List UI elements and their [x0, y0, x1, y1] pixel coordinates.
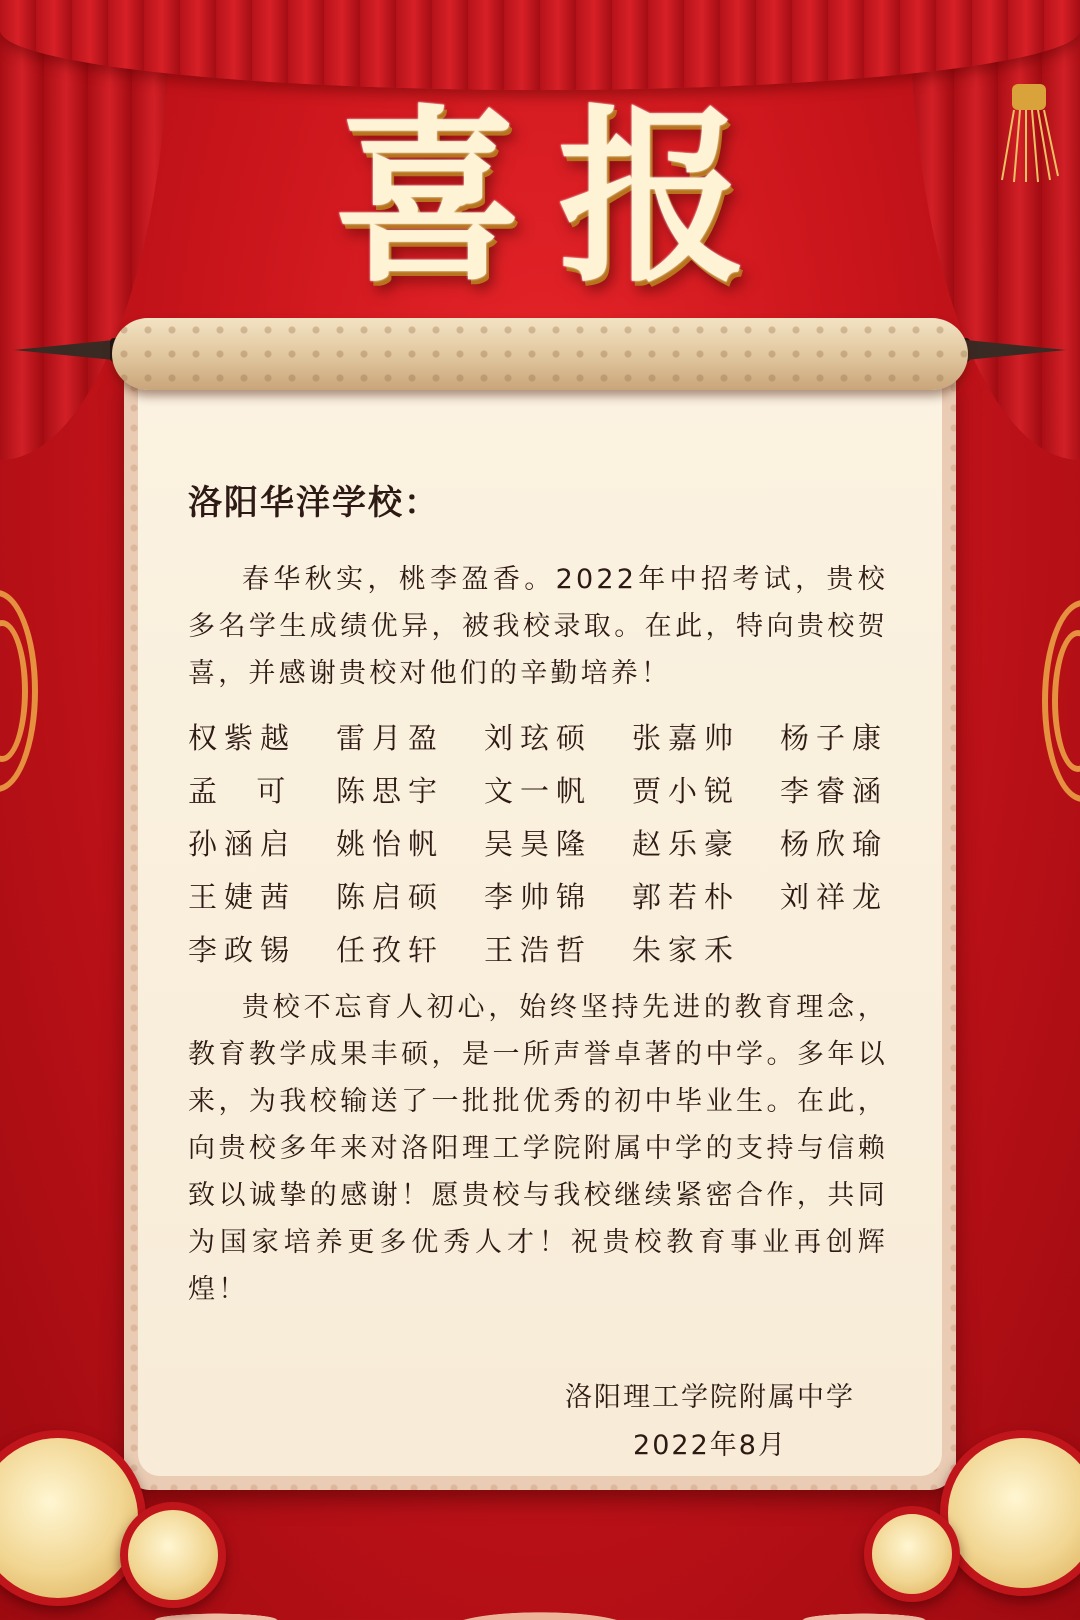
student-name: 权紫越 — [188, 721, 297, 755]
student-name: 郭若朴 — [632, 880, 741, 914]
salutation: 洛阳华洋学校： — [188, 483, 440, 523]
student-name: 孙涵启 — [188, 827, 297, 861]
signature-org: 洛阳理工学院附属中学 — [565, 1382, 855, 1413]
student-name: 孟 可 — [188, 774, 293, 808]
student-name: 雷月盈 — [336, 721, 445, 755]
page-title — [0, 88, 1080, 308]
student-name: 刘祥龙 — [780, 880, 889, 914]
student-name: 李政锡 — [188, 933, 297, 967]
letter-body — [188, 478, 888, 1313]
student-name: 姚怡帆 — [336, 827, 445, 861]
scroll-top-roll — [112, 318, 968, 390]
signature — [540, 1374, 880, 1470]
title-char-2: 报 — [558, 87, 746, 308]
student-name: 任孜轩 — [336, 933, 445, 967]
signature-date: 2022年8月 — [633, 1430, 787, 1461]
student-name: 陈思宇 — [336, 774, 445, 808]
student-name: 吴昊隆 — [484, 827, 593, 861]
student-name: 李睿涵 — [780, 774, 889, 808]
student-name: 杨欣瑜 — [780, 827, 889, 861]
student-name: 陈启硕 — [336, 880, 445, 914]
student-name: 杨子康 — [780, 721, 889, 755]
student-name: 文一帆 — [484, 774, 593, 808]
student-name: 朱家禾 — [632, 933, 741, 967]
student-name: 张嘉帅 — [632, 721, 741, 755]
student-name: 贾小锐 — [632, 774, 741, 808]
student-name: 李帅锦 — [484, 880, 593, 914]
drum-icon — [120, 1502, 226, 1608]
student-name: 王婕茜 — [188, 880, 297, 914]
drum-icon — [864, 1506, 960, 1602]
title-char-1: 喜 — [334, 87, 522, 308]
student-name: 王浩哲 — [484, 933, 593, 967]
student-name-list — [188, 715, 888, 974]
student-name: 刘玹硕 — [484, 721, 593, 755]
paragraph-1: 春华秋实，桃李盈香。2022年中招考试，贵校多名学生成绩优异，被我校录取。在此，特向贵校贺喜，并感谢贵校对他们的辛勤培养！ — [188, 564, 888, 689]
student-name: 赵乐豪 — [632, 827, 741, 861]
paragraph-2: 贵校不忘育人初心，始终坚持先进的教育理念，教育教学成果丰硕，是一所声誉卓著的中学。多年以来，为我校输送了一批批优秀的初中毕业生。在此，向贵校多年来对洛阳理工学院附属中学的支持与信赖致以诚挚的感谢！愿贵校与我校继续紧密合作，共同为国家培养更多优秀人才！祝贵校教育事业再创辉煌！ — [188, 992, 888, 1305]
